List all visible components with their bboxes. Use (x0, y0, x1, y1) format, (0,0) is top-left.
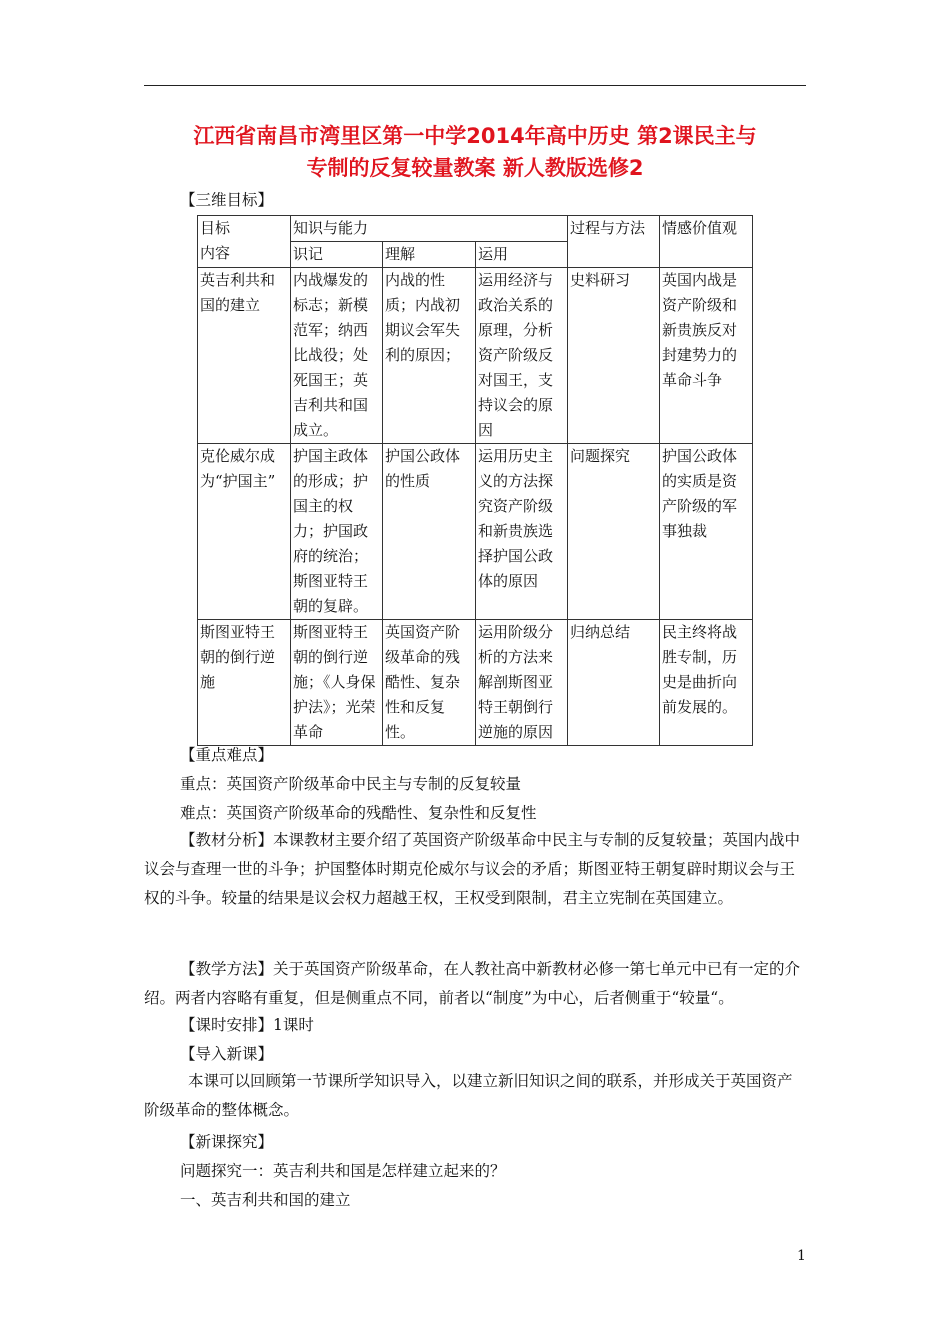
schedule: 【课时安排】1课时 (180, 1016, 314, 1034)
section-1-heading: 一、英吉利共和国的建立 (180, 1191, 351, 1209)
section-goals-heading: 【三维目标】 (180, 191, 274, 209)
header-understand: 理解 (383, 242, 476, 268)
goals-table (197, 215, 753, 746)
material-analysis: 【教材分析】本课教材主要介绍了英国资产阶级革命中民主与专制的反复较量；英国内战中议会与查理一世的斗争；护国整体时期克伦威尔与议会的矛盾；斯图亚特王朝复辟时期议会与王权的斗争。较量的结果是议会权力超越王权，王权受到限制，君主立宪制在英国建立。 (144, 831, 801, 907)
cell-understand: 内战的性质；内战初期议会军失利的原因； (383, 268, 476, 444)
teaching-method: 【教学方法】关于英国资产阶级革命，在人教社高中新教材必修一第七单元中已有一定的介绍。两者内容略有重复，但是侧重点不同，前者以“制度”为中心，后者侧重于“较量“。 (144, 960, 801, 1007)
header-process: 过程与方法 (568, 216, 660, 268)
cell-apply: 运用阶级分析的方法来解剖斯图亚特王朝倒行逆施的原因 (476, 620, 568, 746)
new-lesson-heading: 【新课探究】 (180, 1133, 274, 1151)
table-row (198, 268, 753, 444)
key-point-difficulty: 难点：英国资产阶级革命的残酷性、复杂性和反复性 (180, 804, 537, 822)
cell-emotion: 民主终将战胜专制，历史是曲折向前发展的。 (660, 620, 753, 746)
header-remember: 识记 (291, 242, 383, 268)
cell-remember: 内战爆发的标志；新模范军；纳西比战役；处死国王；英吉利共和国成立。 (291, 268, 383, 444)
cell-topic: 斯图亚特王朝的倒行逆施 (198, 620, 291, 746)
header-knowledge: 知识与能力 (291, 216, 568, 242)
question-1: 问题探究一：英吉利共和国是怎样建立起来的？ (180, 1162, 506, 1180)
cell-apply: 运用历史主义的方法探究资产阶级和新贵族选择护国公政体的原因 (476, 444, 568, 620)
header-emotion: 情感价值观 (660, 216, 753, 268)
title-line-1: 江西省南昌市湾里区第一中学2014年高中历史 第2课民主与 (193, 124, 757, 148)
cell-apply: 运用经济与政治关系的原理，分析资产阶级反对国王，支持议会的原因 (476, 268, 568, 444)
header-rule (144, 85, 806, 86)
key-point-focus: 重点：英国资产阶级革命中民主与专制的反复较量 (180, 775, 522, 793)
cell-topic: 克伦威尔成为“护国主” (198, 444, 291, 620)
cell-topic: 英吉利共和国的建立 (198, 268, 291, 444)
intro-heading: 【导入新课】 (180, 1045, 274, 1063)
page-number: 1 (797, 1248, 806, 1264)
cell-process: 史料研习 (568, 268, 660, 444)
cell-process: 归纳总结 (568, 620, 660, 746)
intro-text: 本课可以回顾第一节课所学知识导入，以建立新旧知识之间的联系，并形成关于英国资产阶级革命的整体概念。 (144, 1072, 793, 1119)
table-row (198, 444, 753, 620)
cell-emotion: 英国内战是资产阶级和新贵族反对封建势力的革命斗争 (660, 268, 753, 444)
cell-understand: 英国资产阶级革命的残酷性、复杂性和反复性。 (383, 620, 476, 746)
cell-process: 问题探究 (568, 444, 660, 620)
header-goal-content (198, 216, 291, 268)
cell-remember: 斯图亚特王朝的倒行逆施；《人身保护法》；光荣革命 (291, 620, 383, 746)
cell-emotion: 护国公政体的实质是资产阶级的军事独裁 (660, 444, 753, 620)
table-row (198, 620, 753, 746)
cell-understand: 护国公政体的性质 (383, 444, 476, 620)
key-points-heading: 【重点难点】 (180, 746, 274, 764)
header-goal: 目标 (200, 219, 231, 237)
header-content: 内容 (200, 244, 231, 262)
title-line-2: 专制的反复较量教案 新人教版选修2 (306, 156, 644, 180)
cell-remember: 护国主政体的形成；护国主的权力；护国政府的统治；斯图亚特王朝的复辟。 (291, 444, 383, 620)
header-apply: 运用 (476, 242, 568, 268)
page-title (150, 120, 800, 184)
